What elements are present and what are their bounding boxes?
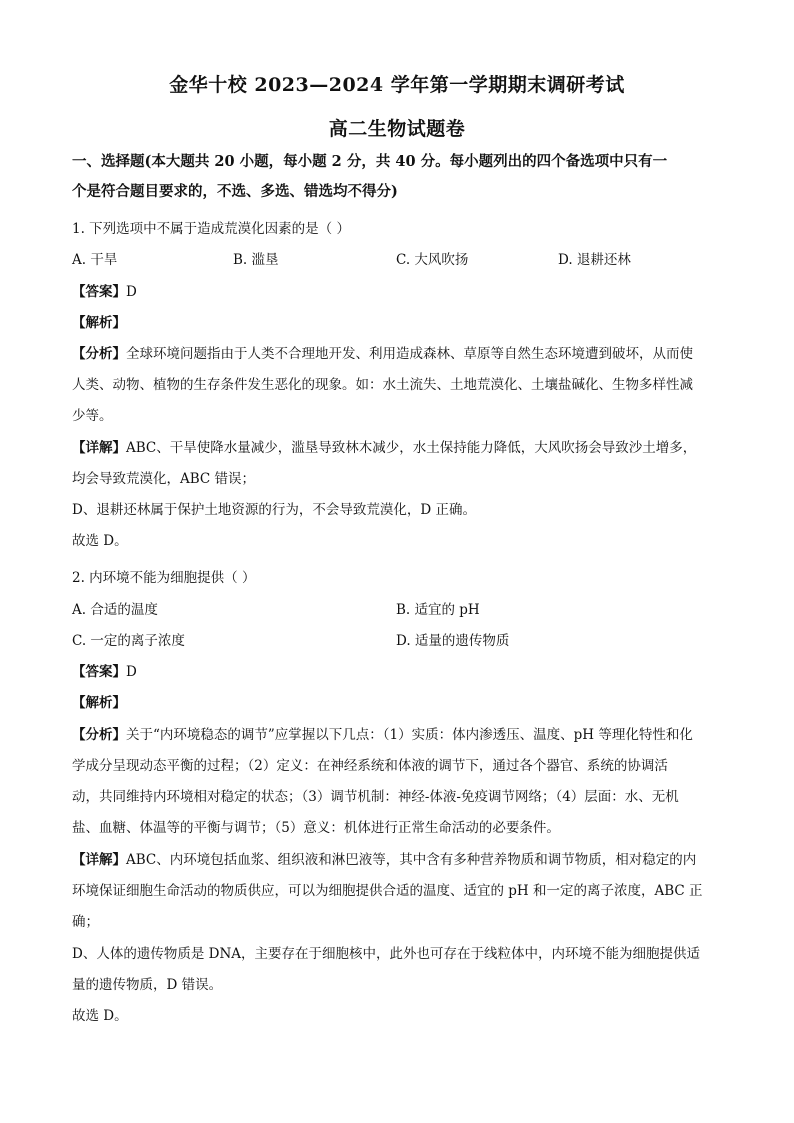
exam-title: 金华十校 2023—2024 学年第一学期期末调研考试 bbox=[169, 74, 625, 96]
question-2-fenxi-line-3: 动，共同维持内环境相对稳定的状态；（3）调节机制：神经-体液-免疫调节网络；（4）层面：水、无机 bbox=[72, 789, 679, 805]
question-2-xiangjie-line-5: 量的遗传物质，D 错误。 bbox=[72, 977, 223, 993]
question-1-fenxi-line-1 bbox=[72, 344, 722, 364]
question-2-fenxi-line-1 bbox=[72, 725, 722, 745]
question-1-option-a: A. 干旱 bbox=[72, 252, 118, 268]
answer-tag: 【答案】 bbox=[72, 284, 126, 300]
fenxi-text: 全球环境问题指由于人类不合理地开发、利用造成森林、草原等自然生态环境遭到破坏，从而使 bbox=[126, 346, 693, 362]
question-2-fenxi-line-2: 学成分呈现动态平衡的过程；（2）定义：在神经系统和体液的调节下，通过各个器官、系统的协调活 bbox=[72, 758, 668, 774]
question-2-xiangjie-line-2: 环境保证细胞生命活动的物质供应，可以为细胞提供合适的温度、适宜的 pH 和一定的离子浓度，ABC 正 bbox=[72, 883, 703, 899]
fenxi-tag: 【分析】 bbox=[72, 346, 126, 362]
fenxi-text: 关于“内环境稳态的调节”应掌握以下几点：（1）实质：体内渗透压、温度、pH 等理化特性和化 bbox=[126, 727, 693, 743]
answer-value: D bbox=[126, 284, 137, 300]
xiangjie-text: ABC、内环境包括血浆、组织液和淋巴液等，其中含有多种营养物质和调节物质，相对稳定的内 bbox=[126, 852, 697, 868]
question-2-xiangjie-line-4: D、人体的遗传物质是 DNA，主要存在于细胞核中，此外也可存在于线粒体中，内环境不能为细胞提供适 bbox=[72, 946, 700, 962]
question-1-option-c: C. 大风吹扬 bbox=[396, 252, 469, 268]
xiangjie-tag: 【详解】 bbox=[72, 852, 126, 868]
question-2-analysis-tag bbox=[72, 693, 722, 713]
question-1-xiangjie-line-2: 均会导致荒漠化，ABC 错误； bbox=[72, 471, 256, 487]
section-heading bbox=[72, 147, 722, 207]
question-1-conclusion: 故选 D。 bbox=[72, 533, 128, 549]
xiangjie-tag: 【详解】 bbox=[72, 440, 126, 456]
section-heading-line-1: 一、选择题(本大题共 20 小题，每小题 2 分，共 40 分。每小题列出的四个备选项中只有一 bbox=[72, 153, 668, 170]
question-1-xiangjie-line-1 bbox=[72, 438, 722, 458]
question-2-stem: 2. 内环境不能为细胞提供（ ） bbox=[72, 570, 256, 586]
question-2-xiangjie-line-3: 确； bbox=[72, 914, 99, 930]
question-1-answer bbox=[72, 282, 722, 302]
question-1-option-d: D. 退耕还林 bbox=[558, 252, 631, 268]
question-1-option-b: B. 滥垦 bbox=[233, 252, 279, 268]
section-heading-line-2: 个是符合题目要求的，不选、多选、错选均不得分) bbox=[72, 183, 398, 200]
question-1-fenxi-line-2: 人类、动物、植物的生存条件发生恶化的现象。如：水土流失、土地荒漠化、土壤盐碱化、生物多样性减 bbox=[72, 377, 693, 393]
question-2-xiangjie-line-1 bbox=[72, 850, 722, 870]
question-2-conclusion: 故选 D。 bbox=[72, 1008, 128, 1024]
fenxi-tag: 【分析】 bbox=[72, 727, 126, 743]
exam-subtitle: 高二生物试题卷 bbox=[328, 118, 466, 140]
question-1-fenxi-line-3: 少等。 bbox=[72, 408, 113, 424]
question-2-answer bbox=[72, 662, 722, 682]
question-2-option-c: C. 一定的离子浓度 bbox=[72, 633, 185, 649]
question-2-option-d: D. 适量的遗传物质 bbox=[396, 633, 510, 649]
question-1-analysis-tag bbox=[72, 313, 722, 333]
answer-value: D bbox=[126, 664, 137, 680]
question-2-option-b: B. 适宜的 pH bbox=[396, 602, 480, 618]
question-2-option-a: A. 合适的温度 bbox=[72, 602, 158, 618]
question-1-xiangjie-line-3: D、退耕还林属于保护土地资源的行为，不会导致荒漠化，D 正确。 bbox=[72, 502, 476, 518]
question-1-stem: 1. 下列选项中不属于造成荒漠化因素的是（ ） bbox=[72, 221, 350, 237]
question-2-fenxi-line-4: 盐、血糖、体温等的平衡与调节；（5）意义：机体进行正常生命活动的必要条件。 bbox=[72, 820, 560, 836]
xiangjie-text: ABC、干旱使降水量减少，滥垦导致林木减少，水土保持能力降低，大风吹扬会导致沙土增多， bbox=[126, 440, 697, 456]
answer-tag: 【答案】 bbox=[72, 664, 126, 680]
analysis-tag: 【解析】 bbox=[72, 315, 126, 331]
analysis-tag: 【解析】 bbox=[72, 695, 126, 711]
